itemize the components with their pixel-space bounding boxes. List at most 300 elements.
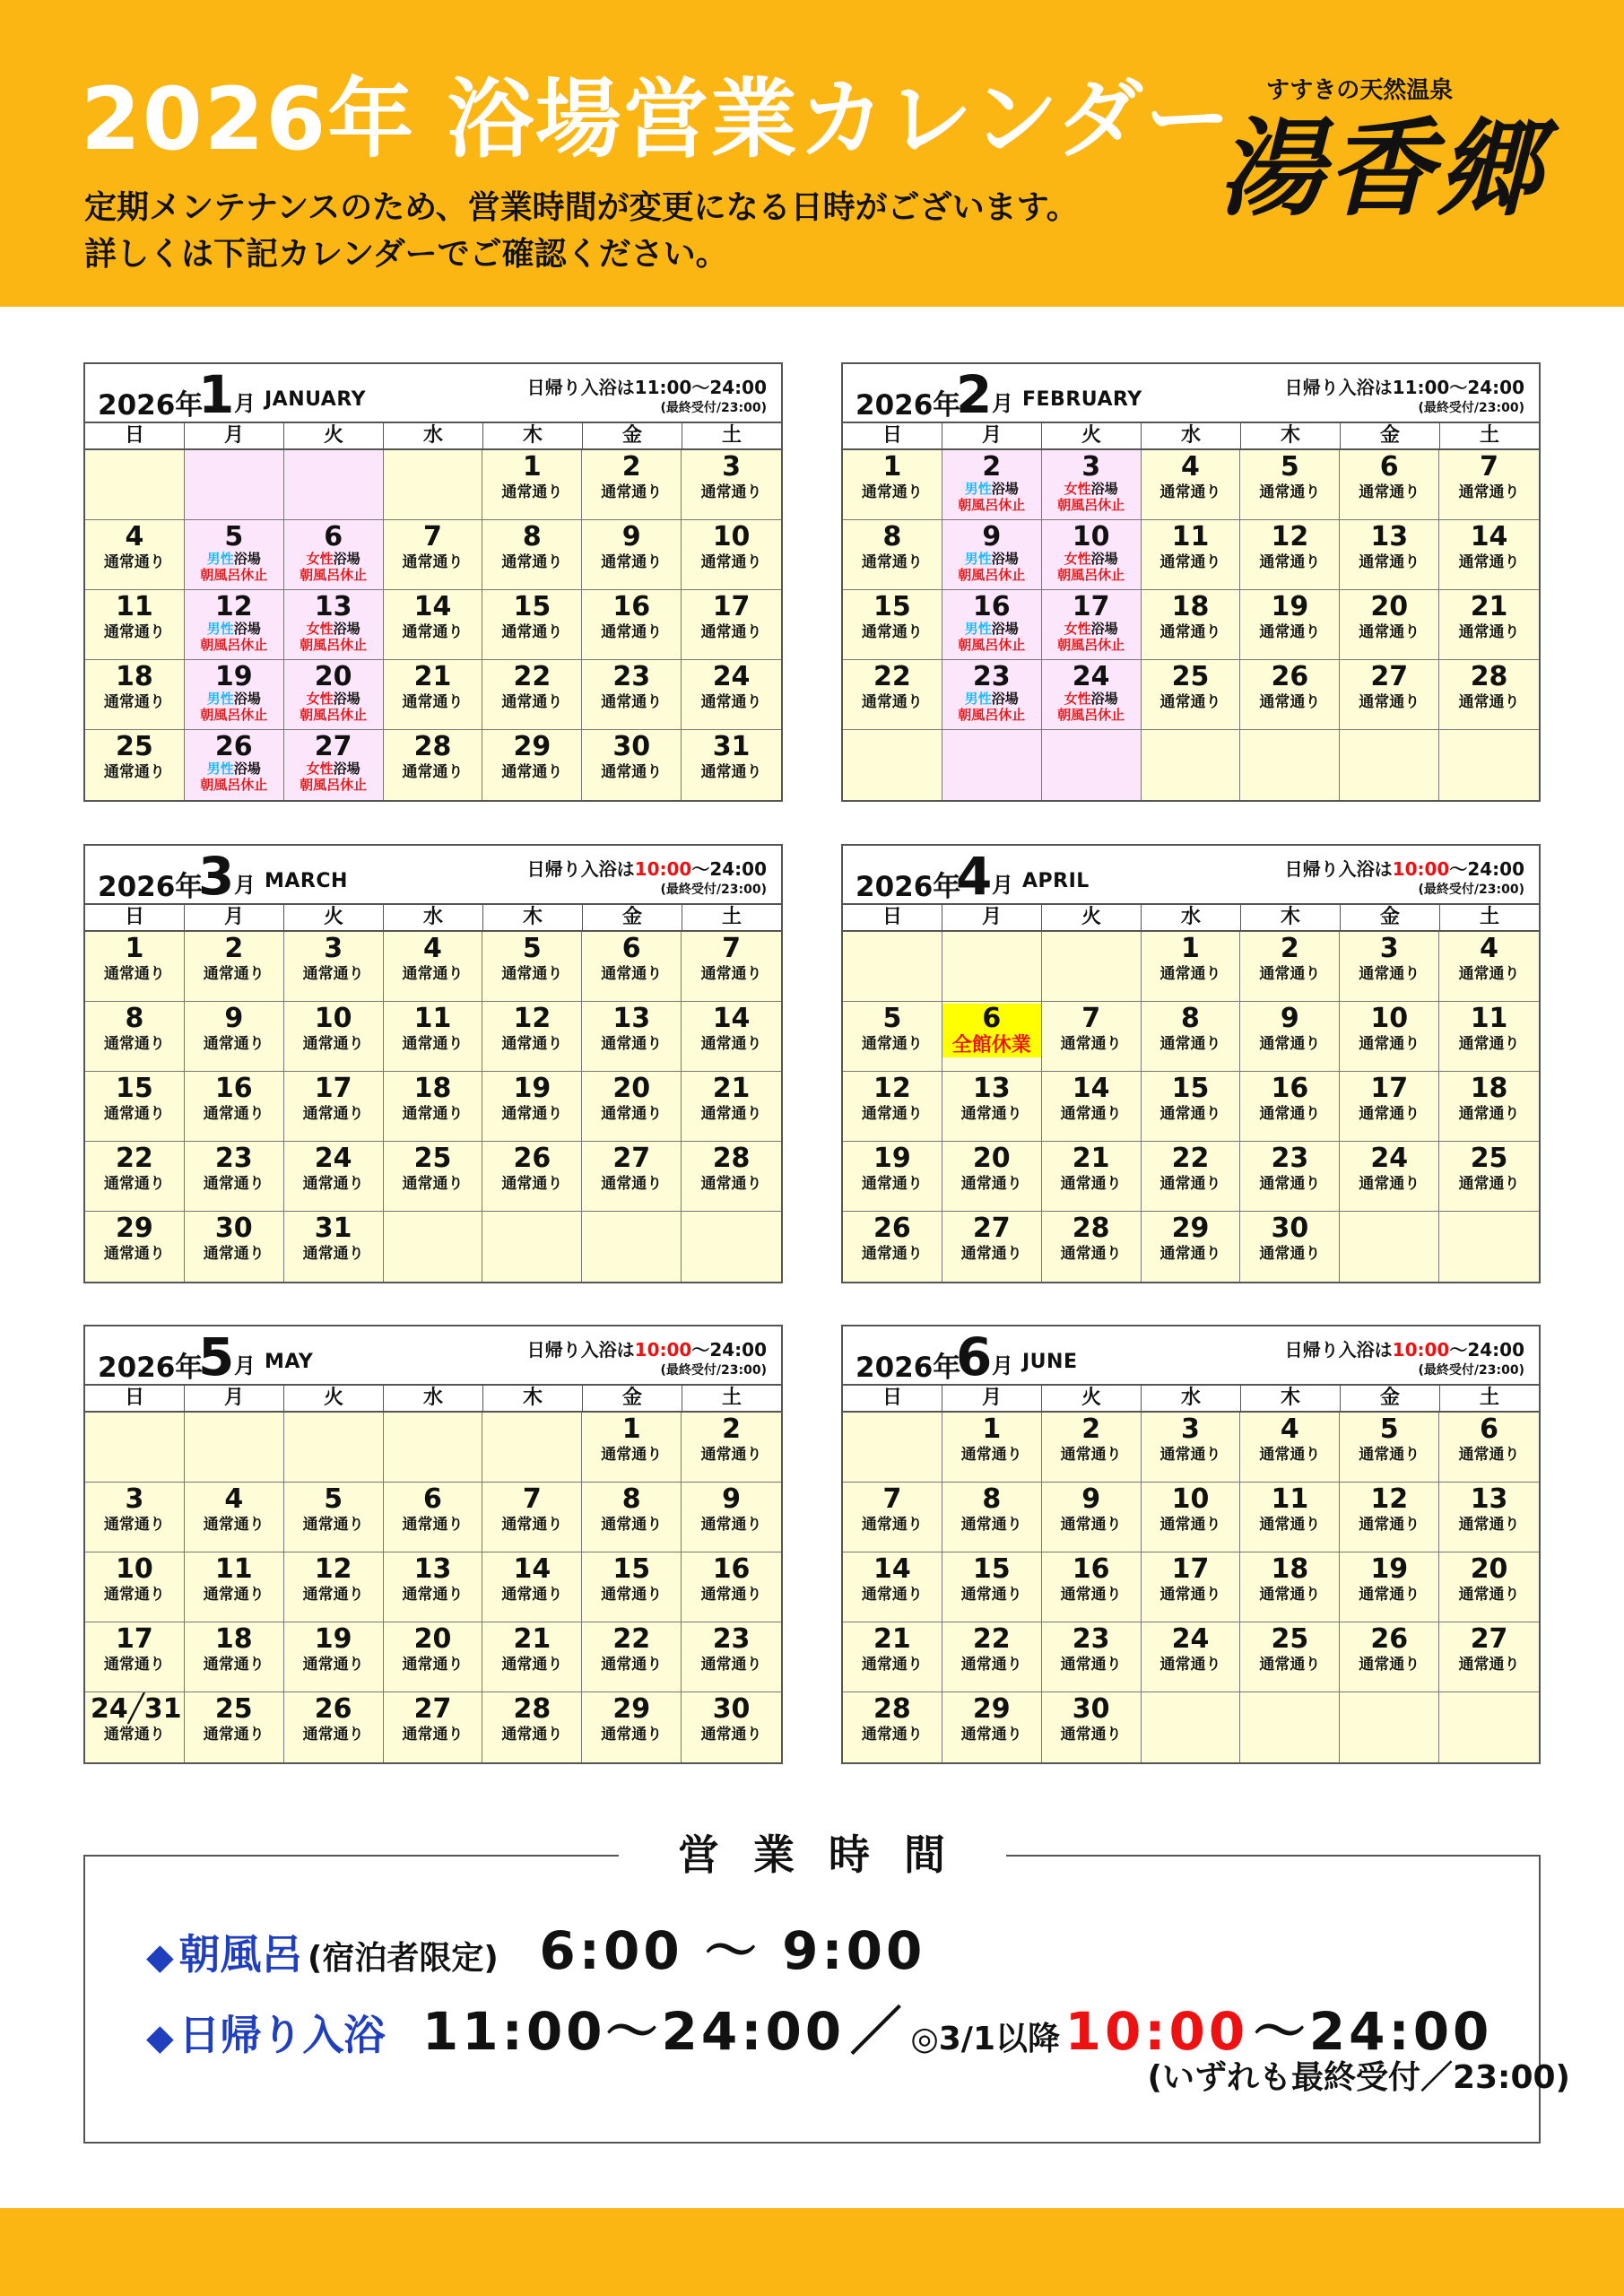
day-status: 通常通り	[601, 483, 663, 501]
day-number: 9	[1081, 1483, 1101, 1515]
weekday-header-row	[85, 905, 781, 932]
empty-day-cell	[1240, 730, 1340, 800]
day-cell	[1142, 1413, 1241, 1483]
empty-day-cell	[1439, 1212, 1539, 1282]
weekday-label: 金	[1341, 905, 1440, 930]
empty-day-cell	[942, 730, 1042, 800]
day-number: 12	[214, 591, 253, 622]
maintenance-bath-line	[284, 761, 383, 777]
day-status: 通常通り	[700, 1516, 762, 1534]
day-number: 3	[324, 933, 343, 964]
men-label: 男性	[206, 761, 234, 777]
month-english-name: MAY	[265, 1351, 314, 1373]
day-cell	[85, 660, 185, 730]
women-label: 女性	[1064, 481, 1091, 497]
day-cell	[284, 932, 384, 1002]
day-status: 通常通り	[402, 1726, 464, 1744]
day-number: 25	[1171, 661, 1210, 692]
day-number: 31	[314, 1213, 352, 1244]
day-status: 通常通り	[1259, 483, 1321, 501]
day-status: 通常通り	[302, 1175, 364, 1193]
maintenance-bath-line	[1042, 551, 1141, 567]
weekday-label: 日	[85, 905, 185, 930]
day-cell	[582, 660, 682, 730]
day-cell	[1240, 1212, 1340, 1282]
day-number: 25	[214, 1693, 253, 1725]
women-label: 女性	[306, 621, 334, 637]
month-english-name: MARCH	[265, 870, 348, 892]
day-status: 通常通り	[700, 1446, 762, 1464]
day-cell	[1142, 1002, 1241, 1072]
day-cell	[1439, 1142, 1539, 1212]
day-number: 11	[1470, 1003, 1508, 1034]
day-number: 16	[1072, 1553, 1110, 1585]
morning-bath-closed: 朝風呂休止	[300, 707, 368, 723]
day-cell	[843, 1072, 942, 1142]
day-cell	[1340, 1413, 1439, 1483]
empty-day-cell	[85, 1413, 185, 1483]
day-cell	[85, 1692, 185, 1762]
bath-label: 浴場	[991, 551, 1019, 567]
day-cell	[582, 1142, 682, 1212]
empty-day-cell	[384, 1413, 483, 1483]
footer-banner	[0, 2208, 1624, 2296]
weekday-label: 水	[1142, 1386, 1241, 1411]
day-status: 通常通り	[861, 623, 923, 641]
day-number: 8	[1181, 1003, 1200, 1034]
day-cell	[942, 1483, 1042, 1552]
day-cell	[1042, 520, 1142, 590]
day-number: 23	[612, 661, 651, 692]
day-cell	[284, 590, 384, 660]
day-number: 28	[873, 1693, 911, 1725]
day-bath-hours	[1285, 373, 1524, 399]
day-number: 12	[314, 1553, 352, 1585]
day-cell	[85, 520, 185, 590]
weekday-label: 火	[1042, 905, 1142, 930]
month-calendar-january	[83, 362, 783, 802]
day-status: 通常通り	[700, 965, 762, 983]
day-bath-hours-prefix: 日帰り入浴は	[526, 377, 635, 398]
day-number: 14	[873, 1553, 911, 1585]
day-status: 通常通り	[861, 553, 923, 571]
day-status: 通常通り	[1359, 483, 1420, 501]
day-status: 通常通り	[402, 1586, 464, 1604]
day-cell	[482, 520, 582, 590]
maintenance-bath-line	[1042, 481, 1141, 497]
morning-bath-label: 朝風呂	[178, 1930, 303, 1979]
day-cell	[284, 520, 384, 590]
day-number: 20	[1370, 591, 1409, 622]
day-cell	[384, 1483, 483, 1552]
day-cell	[1240, 1622, 1340, 1692]
day-status: 通常通り	[700, 1105, 762, 1123]
last-entry-note: (最終受付/23:00)	[1418, 1363, 1524, 1378]
morning-bath-closed: 朝風呂休止	[1057, 567, 1125, 583]
calendar-grid	[85, 932, 781, 1282]
day-cell	[942, 520, 1042, 590]
day-cell	[582, 520, 682, 590]
day-bath-hours-close: 〜24:00	[691, 377, 767, 398]
day-cell	[85, 730, 185, 800]
logo-name: 湯香郷	[1218, 106, 1547, 230]
day-cell	[284, 1552, 384, 1622]
day-status: 通常通り	[1359, 1105, 1420, 1123]
day-cell	[482, 730, 582, 800]
day-cell	[582, 1483, 682, 1552]
day-cell	[384, 1002, 483, 1072]
day-number: 4	[1280, 1413, 1299, 1445]
day-status: 通常通り	[203, 965, 265, 983]
day-number: 18	[1470, 1073, 1508, 1104]
morning-bath-closed: 朝風呂休止	[1057, 637, 1125, 653]
day-status: 通常通り	[960, 1586, 1022, 1604]
day-number: 26	[1271, 661, 1309, 692]
month-unit: 月	[234, 391, 256, 416]
day-status: 通常通り	[402, 623, 464, 641]
day-status: 通常通り	[103, 1516, 165, 1534]
day-bath-hours-open: 11:00	[634, 377, 692, 398]
bath-label: 浴場	[1090, 481, 1118, 497]
weekday-label: 火	[284, 1386, 384, 1411]
empty-day-cell	[482, 1413, 582, 1483]
morning-bath-closed: 朝風呂休止	[300, 637, 368, 653]
maintenance-bath-line	[284, 551, 383, 567]
day-cell	[185, 520, 284, 590]
day-status: 通常通り	[601, 763, 663, 781]
day-number: 24	[712, 661, 751, 692]
day-number: 27	[314, 731, 352, 762]
day-cell	[1042, 1413, 1142, 1483]
men-label: 男性	[964, 551, 992, 567]
day-number: 16	[972, 591, 1011, 622]
morning-bath-closed: 朝風呂休止	[958, 637, 1026, 653]
day-number: 22	[873, 661, 911, 692]
day-bath-hours-close: 〜24:00	[691, 858, 767, 880]
women-label: 女性	[306, 691, 334, 707]
day-cell	[843, 1622, 942, 1692]
day-number: 21	[1470, 591, 1508, 622]
empty-day-cell	[384, 450, 483, 520]
month-unit: 月	[992, 1353, 1013, 1378]
day-number: 14	[712, 1003, 751, 1034]
day-status: 通常通り	[501, 1035, 563, 1053]
weekday-label: 日	[843, 905, 942, 930]
day-number: 29	[972, 1693, 1011, 1725]
day-cell	[843, 1002, 942, 1072]
day-cell	[85, 1552, 185, 1622]
month-year: 2026年	[98, 871, 204, 903]
empty-day-cell	[843, 1413, 942, 1483]
weekday-label: 水	[384, 423, 483, 448]
day-number: 5	[224, 521, 244, 552]
day-number: 26	[513, 1143, 551, 1174]
day-status: 通常通り	[501, 965, 563, 983]
day-number: 4	[125, 521, 144, 552]
day-status: 通常通り	[601, 1726, 663, 1744]
day-number: 27	[1470, 1623, 1508, 1655]
day-status: 通常通り	[1060, 1516, 1122, 1534]
day-cell	[482, 1142, 582, 1212]
day-status: 通常通り	[1060, 1035, 1122, 1053]
day-status: 通常通り	[1060, 1105, 1122, 1123]
day-bath-hours-prefix: 日帰り入浴は	[526, 1339, 635, 1361]
weekday-label: 木	[483, 1386, 583, 1411]
weekday-label: 日	[843, 1386, 942, 1411]
month-header	[85, 364, 781, 423]
day-status: 通常通り	[1060, 1656, 1122, 1674]
month-calendar-april	[841, 844, 1541, 1283]
day-number: 27	[612, 1143, 651, 1174]
day-cell	[682, 520, 781, 590]
day-cell	[582, 1413, 682, 1483]
day-cell	[942, 1212, 1042, 1282]
day-status: 通常通り	[1259, 1656, 1321, 1674]
day-number: 30	[214, 1213, 253, 1244]
day-number: 20	[314, 661, 352, 692]
day-cell	[1240, 660, 1340, 730]
business-hours-note: (いずれも最終受付／23:00)	[1147, 2059, 1570, 2096]
day-status: 通常通り	[1458, 1446, 1520, 1464]
day-number: 16	[1271, 1073, 1309, 1104]
logo-tagline: すすきの天然温泉	[1266, 77, 1454, 104]
day-cell	[682, 1552, 781, 1622]
day-cell	[185, 1692, 284, 1762]
day-number: 27	[972, 1213, 1011, 1244]
day-cell	[384, 590, 483, 660]
day-status: 通常通り	[960, 1105, 1022, 1123]
weekday-header-row	[85, 1386, 781, 1413]
empty-day-cell	[1340, 1212, 1439, 1282]
day-cell	[682, 1622, 781, 1692]
day-cell	[384, 1622, 483, 1692]
day-number: 14	[513, 1553, 551, 1585]
day-cell	[284, 1692, 384, 1762]
day-cell	[384, 520, 483, 590]
day-status: 通常通り	[402, 1516, 464, 1534]
day-cell	[85, 1002, 185, 1072]
day-number: 7	[423, 521, 442, 552]
day-status: 通常通り	[1359, 553, 1420, 571]
day-number: 2	[722, 1413, 741, 1445]
day-cell	[185, 660, 284, 730]
weekday-header-row	[85, 423, 781, 450]
day-number: 8	[882, 521, 902, 552]
day-number: 5	[324, 1483, 343, 1515]
day-cell	[384, 660, 483, 730]
day-number: 18	[214, 1623, 253, 1655]
day-number: 14	[1072, 1073, 1110, 1104]
day-status: 通常通り	[402, 693, 464, 711]
day-status: 通常通り	[960, 1175, 1022, 1193]
day-number: 17	[1171, 1553, 1210, 1585]
day-status: 通常通り	[1359, 1516, 1420, 1534]
day-status: 通常通り	[861, 1035, 923, 1053]
day-cell	[85, 1483, 185, 1552]
day-number: 1	[982, 1413, 1002, 1445]
day-number: 13	[612, 1003, 651, 1034]
empty-day-cell	[1042, 932, 1142, 1002]
day-cell	[1042, 1622, 1142, 1692]
day-number: 19	[314, 1623, 352, 1655]
day-cell	[482, 1072, 582, 1142]
day-cell	[384, 1552, 483, 1622]
day-number: 15	[612, 1553, 651, 1585]
empty-day-cell	[1439, 1692, 1539, 1762]
maintenance-bath-line	[942, 691, 1041, 707]
day-number: 26	[314, 1693, 352, 1725]
day-number: 19	[1271, 591, 1309, 622]
day-cell	[1240, 1552, 1340, 1622]
day-status: 通常通り	[1458, 553, 1520, 571]
day-bath-hours-prefix: 日帰り入浴は	[1284, 377, 1393, 398]
day-number: 1	[1181, 933, 1200, 964]
day-number: 24	[1171, 1623, 1210, 1655]
day-status: 通常通り	[302, 1516, 364, 1534]
day-cell	[185, 1622, 284, 1692]
month-number: 6	[956, 1326, 993, 1387]
day-cell	[185, 932, 284, 1002]
day-status: 通常通り	[501, 483, 563, 501]
day-cell	[1340, 1002, 1439, 1072]
day-cell	[682, 1692, 781, 1762]
empty-day-cell	[284, 450, 384, 520]
day-status: 通常通り	[103, 1105, 165, 1123]
day-cell	[1240, 1072, 1340, 1142]
day-number: 4	[423, 933, 442, 964]
last-entry-note: (最終受付/23:00)	[660, 1363, 767, 1378]
day-cell	[682, 1483, 781, 1552]
day-cell	[942, 1622, 1042, 1692]
day-number: 30	[612, 731, 651, 762]
day-status: 通常通り	[601, 1175, 663, 1193]
day-cell	[1142, 450, 1241, 520]
day-status: 通常通り	[302, 965, 364, 983]
day-number: 16	[214, 1073, 253, 1104]
day-number: 15	[1171, 1073, 1210, 1104]
month-year: 2026年	[855, 1352, 961, 1384]
day-status: 通常通り	[1159, 1446, 1221, 1464]
women-label: 女性	[1064, 691, 1091, 707]
day-status: 通常通り	[1458, 623, 1520, 641]
day-number: 21	[712, 1073, 751, 1104]
diamond-icon: ◆	[146, 1936, 174, 1978]
day-number: 7	[522, 1483, 542, 1515]
day-cell	[582, 1622, 682, 1692]
day-status: 通常通り	[1060, 1446, 1122, 1464]
day-number: 21	[1072, 1143, 1110, 1174]
day-cell	[1340, 520, 1439, 590]
weekday-label: 水	[384, 905, 483, 930]
day-number: 22	[1171, 1143, 1210, 1174]
empty-day-cell	[482, 1212, 582, 1282]
day-status: 通常通り	[601, 623, 663, 641]
day-status: 通常通り	[1259, 553, 1321, 571]
men-label: 男性	[964, 621, 992, 637]
day-number: 12	[873, 1073, 911, 1104]
day-number: 20	[1470, 1553, 1508, 1585]
morning-bath-note: (宿泊者限定)	[307, 1940, 499, 1977]
day-status: 通常通り	[861, 1245, 923, 1263]
empty-day-cell	[85, 450, 185, 520]
day-bath-hours	[527, 373, 767, 399]
day-cell	[1142, 1552, 1241, 1622]
day-status: 通常通り	[1359, 965, 1420, 983]
day-cell	[1142, 1483, 1241, 1552]
day-status: 通常通り	[601, 1446, 663, 1464]
weekday-label: 金	[583, 905, 682, 930]
day-cell	[1042, 1212, 1142, 1282]
day-number: 29	[116, 1213, 153, 1244]
morning-bath-closed: 朝風呂休止	[958, 497, 1026, 513]
day-cell	[1340, 1072, 1439, 1142]
empty-day-cell	[384, 1212, 483, 1282]
day-number: 18	[1271, 1553, 1309, 1585]
maintenance-bath-line	[1042, 621, 1141, 637]
empty-day-cell	[1142, 1692, 1241, 1762]
day-cell	[582, 1002, 682, 1072]
empty-day-cell	[843, 730, 942, 800]
morning-bath-closed: 朝風呂休止	[300, 567, 368, 583]
calendar-grid	[843, 932, 1539, 1282]
women-label: 女性	[306, 761, 334, 777]
day-number: 3	[1379, 933, 1399, 964]
morning-bath-row	[146, 1909, 925, 1984]
day-number: 28	[513, 1693, 551, 1725]
weekday-label: 月	[185, 423, 284, 448]
day-cell	[843, 1552, 942, 1622]
day-number: 27	[1370, 661, 1409, 692]
day-cell	[1340, 450, 1439, 520]
day-cell	[942, 450, 1042, 520]
day-status: 通常通り	[601, 1035, 663, 1053]
day-cell	[482, 1483, 582, 1552]
day-cell	[1439, 1622, 1539, 1692]
day-status: 通常通り	[203, 1175, 265, 1193]
day-status: 通常通り	[1060, 1175, 1122, 1193]
day-number: 19	[873, 1143, 911, 1174]
weekday-label: 金	[1341, 1386, 1440, 1411]
day-number: 19	[1370, 1553, 1409, 1585]
day-cell	[682, 1072, 781, 1142]
month-english-name: FEBRUARY	[1022, 388, 1142, 411]
women-label: 女性	[1064, 621, 1091, 637]
day-bath-hours-open: 10:00	[634, 858, 692, 880]
day-status: 通常通り	[1060, 1726, 1122, 1744]
day-number: 6	[982, 1003, 1002, 1034]
weekday-label: 土	[1479, 1387, 1499, 1409]
day-number: 17	[314, 1073, 352, 1104]
day-status: 通常通り	[402, 965, 464, 983]
day-number: 28	[1072, 1213, 1110, 1244]
day-status: 通常通り	[700, 1586, 762, 1604]
day-cell	[185, 730, 284, 800]
day-number: 8	[621, 1483, 641, 1515]
day-number: 1	[125, 933, 144, 964]
bath-label: 浴場	[991, 691, 1019, 707]
day-cell	[284, 1072, 384, 1142]
weekday-label: 火	[284, 905, 384, 930]
bath-label: 浴場	[1090, 551, 1118, 567]
day-number: 14	[1470, 521, 1508, 552]
day-cell	[682, 730, 781, 800]
day-number: 12	[513, 1003, 551, 1034]
day-cell	[1142, 590, 1241, 660]
day-bath-hours-prefix: 日帰り入浴は	[1284, 858, 1393, 880]
bath-label: 浴場	[991, 481, 1019, 497]
day-cell	[843, 1692, 942, 1762]
day-status: 通常通り	[1259, 693, 1321, 711]
